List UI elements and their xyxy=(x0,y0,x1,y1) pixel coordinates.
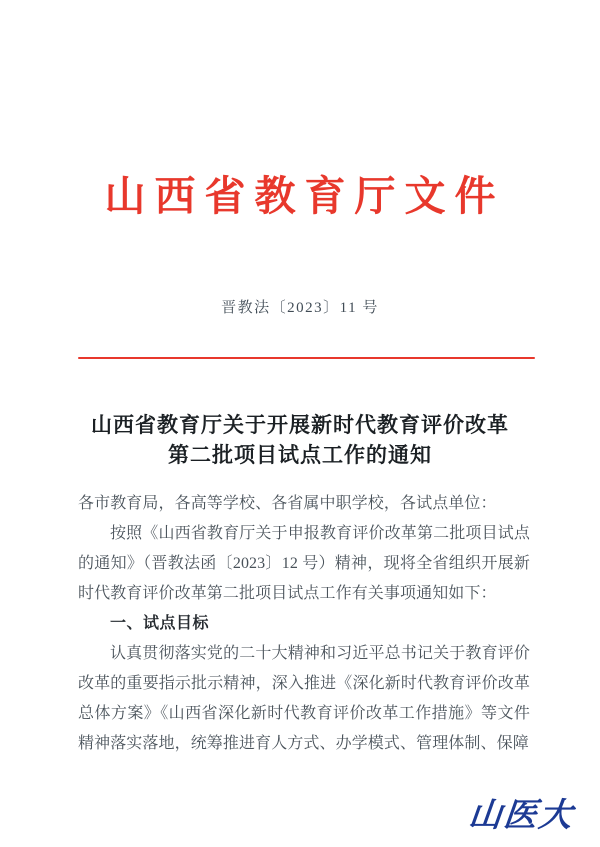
document-header-title: 山西省教育厅文件 xyxy=(104,173,505,219)
salutation-line: 各市教育局，各高等学校、各省属中职学校，各试点单位： xyxy=(78,495,497,512)
body-paragraph-1: 按照《山西省教育厅关于申报教育评价改革第二批项目试点的通知》（晋教法函〔2023〕12 号）精神，现将全省组织开展新时代教育评价改革第二批项目试点工作有关事项通知如下： xyxy=(78,525,530,602)
university-logo-watermark: 山医大 xyxy=(466,798,576,834)
red-divider-line xyxy=(78,357,535,359)
document-title xyxy=(0,410,600,470)
document-title-line2: 第二批项目试点工作的通知 xyxy=(168,443,432,467)
document-number: 晋教法〔2023〕11 号 xyxy=(221,300,379,316)
body-paragraph-2: 认真贯彻落实党的二十大精神和习近平总书记关于教育评价改革的重要指示批示精神，深入推进《深化新时代教育评价改革总体方案》《山西省深化新时代教育评价改革工作措施》等文件精神落实落地，统筹推进育人方式、办学模式、管理体制、保障 xyxy=(78,645,530,752)
document-body xyxy=(78,489,530,759)
section-heading-1: 一、试点目标 xyxy=(110,615,210,632)
document-title-line1: 山西省教育厅关于开展新时代教育评价改革 xyxy=(91,413,509,437)
